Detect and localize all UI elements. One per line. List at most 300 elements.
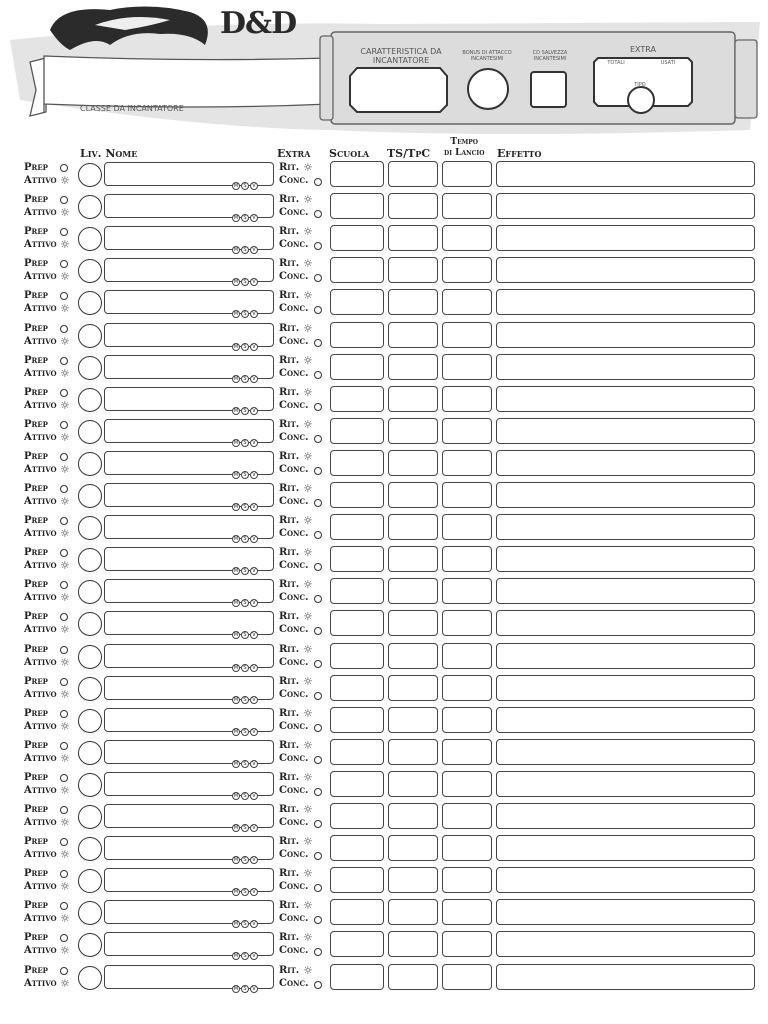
casting-time-field[interactable] xyxy=(442,643,492,669)
component-material-checkbox[interactable]: M xyxy=(233,215,239,222)
component-somatic-checkbox[interactable]: S xyxy=(241,567,249,575)
component-verbal-checkbox[interactable]: V xyxy=(250,696,258,704)
effect-field[interactable] xyxy=(496,322,755,348)
save-attack-field[interactable] xyxy=(388,546,438,572)
component-material-checkbox[interactable]: M xyxy=(233,504,239,510)
active-sun-checkbox-icon[interactable]: ☼ xyxy=(60,816,70,829)
ritual-sun-checkbox-icon[interactable]: ☼ xyxy=(303,610,313,624)
spell-level-field[interactable] xyxy=(78,420,102,444)
concentration-checkbox[interactable] xyxy=(314,595,322,603)
active-sun-checkbox-icon[interactable]: ☼ xyxy=(60,719,70,733)
effect-field[interactable] xyxy=(496,257,755,283)
active-sun-checkbox-icon[interactable]: ☼ xyxy=(60,591,70,605)
component-material-checkbox[interactable]: M xyxy=(233,183,239,189)
spell-level-field[interactable] xyxy=(78,677,102,701)
concentration-checkbox[interactable] xyxy=(314,210,322,218)
concentration-checkbox[interactable] xyxy=(314,242,322,250)
save-attack-field[interactable] xyxy=(388,771,438,797)
component-somatic-checkbox[interactable]: S xyxy=(241,856,249,864)
component-verbal-checkbox[interactable]: V xyxy=(250,182,258,190)
concentration-checkbox[interactable] xyxy=(314,852,322,860)
concentration-checkbox[interactable] xyxy=(314,981,322,989)
component-verbal-checkbox[interactable]: V xyxy=(250,567,258,575)
component-verbal-checkbox[interactable]: V xyxy=(250,599,258,607)
effect-field[interactable] xyxy=(496,546,755,572)
concentration-checkbox[interactable] xyxy=(314,627,322,635)
component-verbal-checkbox[interactable]: V xyxy=(250,952,258,960)
component-material-checkbox[interactable]: M xyxy=(233,279,239,286)
active-sun-checkbox-icon[interactable]: ☼ xyxy=(60,302,70,316)
save-attack-field[interactable] xyxy=(388,450,438,476)
concentration-checkbox[interactable] xyxy=(314,788,322,796)
active-sun-checkbox-icon[interactable]: ☼ xyxy=(60,783,70,797)
effect-field[interactable] xyxy=(496,707,755,733)
concentration-checkbox[interactable] xyxy=(314,403,322,411)
active-sun-checkbox-icon[interactable]: ☼ xyxy=(60,880,70,894)
ritual-sun-checkbox-icon[interactable]: ☼ xyxy=(303,289,313,303)
spell-level-field[interactable] xyxy=(78,324,102,348)
casting-time-field[interactable] xyxy=(442,899,492,925)
component-somatic-checkbox[interactable]: S xyxy=(241,503,249,511)
active-sun-checkbox-icon[interactable]: ☼ xyxy=(60,270,70,284)
casting-time-field[interactable] xyxy=(442,418,492,444)
concentration-checkbox[interactable] xyxy=(314,563,322,571)
component-somatic-checkbox[interactable]: S xyxy=(241,664,249,672)
ritual-sun-checkbox-icon[interactable]: ☼ xyxy=(303,578,313,592)
spell-level-field[interactable] xyxy=(78,805,102,829)
save-attack-field[interactable] xyxy=(388,610,438,636)
casting-time-field[interactable] xyxy=(442,771,492,797)
school-field[interactable] xyxy=(330,322,384,348)
component-verbal-checkbox[interactable]: V xyxy=(250,535,258,543)
prep-checkbox[interactable] xyxy=(60,389,68,397)
component-somatic-checkbox[interactable]: S xyxy=(241,952,249,960)
save-attack-field[interactable] xyxy=(388,739,438,765)
ritual-sun-checkbox-icon[interactable]: ☼ xyxy=(303,193,313,207)
ritual-sun-checkbox-icon[interactable]: ☼ xyxy=(303,353,313,367)
effect-field[interactable] xyxy=(496,771,755,797)
prep-checkbox[interactable] xyxy=(60,228,68,236)
component-somatic-checkbox[interactable]: S xyxy=(241,696,249,704)
casting-time-field[interactable] xyxy=(442,931,492,957)
active-sun-checkbox-icon[interactable]: ☼ xyxy=(60,848,70,862)
active-sun-checkbox-icon[interactable]: ☼ xyxy=(60,527,70,541)
component-material-checkbox[interactable]: M xyxy=(233,343,239,350)
ritual-sun-checkbox-icon[interactable]: ☼ xyxy=(303,963,313,977)
ritual-sun-checkbox-icon[interactable]: ☼ xyxy=(303,706,313,720)
school-field[interactable] xyxy=(330,418,384,444)
concentration-checkbox[interactable] xyxy=(314,339,322,347)
effect-field[interactable] xyxy=(496,739,755,765)
prep-checkbox[interactable] xyxy=(60,453,68,461)
save-attack-field[interactable] xyxy=(388,867,438,893)
ritual-sun-checkbox-icon[interactable]: ☼ xyxy=(303,899,313,913)
active-sun-checkbox-icon[interactable]: ☼ xyxy=(60,398,70,412)
prep-checkbox[interactable] xyxy=(60,678,68,686)
concentration-checkbox[interactable] xyxy=(314,916,322,924)
ritual-sun-checkbox-icon[interactable]: ☼ xyxy=(303,674,313,688)
prep-checkbox[interactable] xyxy=(60,870,68,878)
prep-checkbox[interactable] xyxy=(60,774,68,782)
school-field[interactable] xyxy=(330,161,384,187)
component-material-checkbox[interactable]: M xyxy=(233,792,239,799)
save-attack-field[interactable] xyxy=(388,899,438,925)
active-sun-checkbox-icon[interactable]: ☼ xyxy=(60,976,70,990)
casting-time-field[interactable] xyxy=(442,289,492,315)
component-verbal-checkbox[interactable]: V xyxy=(250,214,258,222)
concentration-checkbox[interactable] xyxy=(314,499,322,507)
effect-field[interactable] xyxy=(496,675,755,701)
casting-time-field[interactable] xyxy=(442,546,492,572)
component-somatic-checkbox[interactable]: S xyxy=(241,760,249,768)
effect-field[interactable] xyxy=(496,193,755,219)
component-material-checkbox[interactable]: M xyxy=(233,600,239,607)
save-attack-field[interactable] xyxy=(388,803,438,829)
casting-time-field[interactable] xyxy=(442,193,492,219)
ritual-sun-checkbox-icon[interactable]: ☼ xyxy=(303,738,313,752)
school-field[interactable] xyxy=(330,354,384,380)
component-somatic-checkbox[interactable]: S xyxy=(241,246,249,254)
prep-checkbox[interactable] xyxy=(60,967,68,975)
component-material-checkbox[interactable]: M xyxy=(233,568,239,575)
concentration-checkbox[interactable] xyxy=(314,435,322,443)
concentration-checkbox[interactable] xyxy=(314,306,322,314)
save-attack-field[interactable] xyxy=(388,386,438,412)
ritual-sun-checkbox-icon[interactable]: ☼ xyxy=(303,257,313,271)
casting-time-field[interactable] xyxy=(442,867,492,893)
component-somatic-checkbox[interactable]: S xyxy=(241,278,249,286)
component-material-checkbox[interactable]: M xyxy=(233,825,239,831)
component-material-checkbox[interactable]: M xyxy=(233,407,239,414)
save-attack-field[interactable] xyxy=(388,707,438,733)
save-attack-field[interactable] xyxy=(388,931,438,957)
component-material-checkbox[interactable]: M xyxy=(233,728,239,735)
concentration-checkbox[interactable] xyxy=(314,531,322,539)
save-attack-field[interactable] xyxy=(388,289,438,315)
prep-checkbox[interactable] xyxy=(60,325,68,333)
active-sun-checkbox-icon[interactable]: ☼ xyxy=(60,430,70,444)
effect-field[interactable] xyxy=(496,835,755,861)
school-field[interactable] xyxy=(330,835,384,861)
casting-time-field[interactable] xyxy=(442,257,492,283)
effect-field[interactable] xyxy=(496,867,755,893)
effect-field[interactable] xyxy=(496,450,755,476)
component-somatic-checkbox[interactable]: S xyxy=(241,439,249,447)
component-verbal-checkbox[interactable]: V xyxy=(250,278,258,286)
concentration-checkbox[interactable] xyxy=(314,756,322,764)
casting-time-field[interactable] xyxy=(442,354,492,380)
ritual-sun-checkbox-icon[interactable]: ☼ xyxy=(303,770,313,784)
school-field[interactable] xyxy=(330,289,384,315)
component-material-checkbox[interactable]: M xyxy=(233,311,239,318)
component-verbal-checkbox[interactable]: V xyxy=(250,824,258,832)
component-somatic-checkbox[interactable]: S xyxy=(241,182,249,190)
active-sun-checkbox-icon[interactable]: ☼ xyxy=(60,655,70,669)
component-material-checkbox[interactable]: M xyxy=(233,536,239,543)
school-field[interactable] xyxy=(330,899,384,925)
ritual-sun-checkbox-icon[interactable]: ☼ xyxy=(303,931,313,945)
component-verbal-checkbox[interactable]: V xyxy=(250,439,258,447)
component-material-checkbox[interactable]: M xyxy=(233,664,239,671)
prep-checkbox[interactable] xyxy=(60,164,68,172)
casting-time-field[interactable] xyxy=(442,322,492,348)
concentration-checkbox[interactable] xyxy=(314,884,322,892)
effect-field[interactable] xyxy=(496,161,755,187)
component-somatic-checkbox[interactable]: S xyxy=(241,792,249,800)
component-somatic-checkbox[interactable]: S xyxy=(241,214,249,222)
save-attack-field[interactable] xyxy=(388,835,438,861)
component-somatic-checkbox[interactable]: S xyxy=(241,599,249,607)
component-verbal-checkbox[interactable]: V xyxy=(250,407,258,415)
prep-checkbox[interactable] xyxy=(60,581,68,589)
active-sun-checkbox-icon[interactable]: ☼ xyxy=(60,334,70,348)
effect-field[interactable] xyxy=(496,964,755,990)
effect-field[interactable] xyxy=(496,354,755,380)
concentration-checkbox[interactable] xyxy=(314,371,322,379)
active-sun-checkbox-icon[interactable]: ☼ xyxy=(60,944,70,958)
component-verbal-checkbox[interactable]: V xyxy=(250,310,258,318)
casting-time-field[interactable] xyxy=(442,803,492,829)
spell-level-field[interactable] xyxy=(78,612,102,636)
prep-checkbox[interactable] xyxy=(60,485,68,493)
casting-time-field[interactable] xyxy=(442,482,492,508)
concentration-checkbox[interactable] xyxy=(314,178,322,186)
component-verbal-checkbox[interactable]: V xyxy=(250,375,258,383)
prep-checkbox[interactable] xyxy=(60,421,68,429)
school-field[interactable] xyxy=(330,257,384,283)
active-sun-checkbox-icon[interactable]: ☼ xyxy=(60,912,70,926)
component-material-checkbox[interactable]: M xyxy=(233,471,239,478)
school-field[interactable] xyxy=(330,803,384,829)
concentration-checkbox[interactable] xyxy=(314,274,322,282)
active-sun-checkbox-icon[interactable]: ☼ xyxy=(60,623,70,637)
component-somatic-checkbox[interactable]: S xyxy=(241,985,249,993)
ritual-sun-checkbox-icon[interactable]: ☼ xyxy=(303,867,313,881)
concentration-checkbox[interactable] xyxy=(314,692,322,700)
effect-field[interactable] xyxy=(496,482,755,508)
prep-checkbox[interactable] xyxy=(60,646,68,654)
casting-time-field[interactable] xyxy=(442,450,492,476)
school-field[interactable] xyxy=(330,610,384,636)
school-field[interactable] xyxy=(330,514,384,540)
effect-field[interactable] xyxy=(496,386,755,412)
prep-checkbox[interactable] xyxy=(60,613,68,621)
ritual-sun-checkbox-icon[interactable]: ☼ xyxy=(303,803,313,816)
casting-time-field[interactable] xyxy=(442,707,492,733)
component-material-checkbox[interactable]: M xyxy=(233,889,239,896)
school-field[interactable] xyxy=(330,225,384,251)
save-attack-field[interactable] xyxy=(388,578,438,604)
effect-field[interactable] xyxy=(496,803,755,829)
casting-time-field[interactable] xyxy=(442,225,492,251)
prep-checkbox[interactable] xyxy=(60,357,68,365)
prep-checkbox[interactable] xyxy=(60,742,68,750)
school-field[interactable] xyxy=(330,867,384,893)
active-sun-checkbox-icon[interactable]: ☼ xyxy=(60,462,70,476)
component-material-checkbox[interactable]: M xyxy=(233,921,239,928)
effect-field[interactable] xyxy=(496,225,755,251)
component-material-checkbox[interactable]: M xyxy=(233,696,239,703)
casting-time-field[interactable] xyxy=(442,578,492,604)
spell-level-field[interactable] xyxy=(78,163,102,187)
prep-checkbox[interactable] xyxy=(60,260,68,268)
prep-checkbox[interactable] xyxy=(60,934,68,942)
active-sun-checkbox-icon[interactable]: ☼ xyxy=(60,751,70,765)
save-attack-field[interactable] xyxy=(388,675,438,701)
component-verbal-checkbox[interactable]: V xyxy=(250,760,258,768)
component-somatic-checkbox[interactable]: S xyxy=(241,824,249,832)
active-sun-checkbox-icon[interactable]: ☼ xyxy=(60,174,70,187)
spell-level-field[interactable] xyxy=(78,388,102,412)
prep-checkbox[interactable] xyxy=(60,517,68,525)
save-attack-field[interactable] xyxy=(388,161,438,187)
component-material-checkbox[interactable]: M xyxy=(233,439,239,446)
spell-level-field[interactable] xyxy=(78,966,102,990)
ritual-sun-checkbox-icon[interactable]: ☼ xyxy=(303,835,313,849)
spell-level-field[interactable] xyxy=(78,227,102,251)
spell-level-field[interactable] xyxy=(78,741,102,765)
prep-checkbox[interactable] xyxy=(60,838,68,846)
ritual-sun-checkbox-icon[interactable]: ☼ xyxy=(303,642,313,656)
component-somatic-checkbox[interactable]: S xyxy=(241,920,249,928)
prep-checkbox[interactable] xyxy=(60,902,68,910)
save-attack-field[interactable] xyxy=(388,643,438,669)
spell-level-field[interactable] xyxy=(78,901,102,925)
spell-level-field[interactable] xyxy=(78,452,102,476)
component-verbal-checkbox[interactable]: V xyxy=(250,920,258,928)
save-attack-field[interactable] xyxy=(388,418,438,444)
active-sun-checkbox-icon[interactable]: ☼ xyxy=(60,206,70,220)
school-field[interactable] xyxy=(330,193,384,219)
component-verbal-checkbox[interactable]: V xyxy=(250,664,258,672)
concentration-checkbox[interactable] xyxy=(314,820,322,828)
component-material-checkbox[interactable]: M xyxy=(233,632,239,639)
spell-level-field[interactable] xyxy=(78,837,102,861)
ritual-sun-checkbox-icon[interactable]: ☼ xyxy=(303,514,313,528)
save-attack-field[interactable] xyxy=(388,193,438,219)
school-field[interactable] xyxy=(330,707,384,733)
spell-level-field[interactable] xyxy=(78,869,102,893)
save-attack-field[interactable] xyxy=(388,225,438,251)
component-material-checkbox[interactable]: M xyxy=(233,375,239,382)
component-verbal-checkbox[interactable]: V xyxy=(250,792,258,800)
ritual-sun-checkbox-icon[interactable]: ☼ xyxy=(303,417,313,431)
spell-level-field[interactable] xyxy=(78,933,102,957)
component-material-checkbox[interactable]: M xyxy=(233,857,239,864)
component-material-checkbox[interactable]: M xyxy=(233,760,239,767)
component-somatic-checkbox[interactable]: S xyxy=(241,310,249,318)
effect-field[interactable] xyxy=(496,610,755,636)
save-attack-field[interactable] xyxy=(388,482,438,508)
active-sun-checkbox-icon[interactable]: ☼ xyxy=(60,238,70,252)
component-material-checkbox[interactable]: M xyxy=(233,953,239,960)
school-field[interactable] xyxy=(330,964,384,990)
spell-level-field[interactable] xyxy=(78,356,102,380)
effect-field[interactable] xyxy=(496,514,755,540)
school-field[interactable] xyxy=(330,386,384,412)
spell-level-field[interactable] xyxy=(78,195,102,219)
casting-time-field[interactable] xyxy=(442,386,492,412)
component-verbal-checkbox[interactable]: V xyxy=(250,246,258,254)
school-field[interactable] xyxy=(330,450,384,476)
save-attack-field[interactable] xyxy=(388,257,438,283)
spell-level-field[interactable] xyxy=(78,773,102,797)
component-somatic-checkbox[interactable]: S xyxy=(241,343,249,351)
spell-level-field[interactable] xyxy=(78,291,102,315)
school-field[interactable] xyxy=(330,771,384,797)
component-somatic-checkbox[interactable]: S xyxy=(241,407,249,415)
effect-field[interactable] xyxy=(496,578,755,604)
ritual-sun-checkbox-icon[interactable]: ☼ xyxy=(303,225,313,239)
spell-level-field[interactable] xyxy=(78,259,102,283)
component-verbal-checkbox[interactable]: V xyxy=(250,343,258,351)
casting-time-field[interactable] xyxy=(442,610,492,636)
active-sun-checkbox-icon[interactable]: ☼ xyxy=(60,495,70,508)
school-field[interactable] xyxy=(330,578,384,604)
spell-level-field[interactable] xyxy=(78,548,102,572)
effect-field[interactable] xyxy=(496,289,755,315)
concentration-checkbox[interactable] xyxy=(314,948,322,956)
prep-checkbox[interactable] xyxy=(60,806,68,814)
school-field[interactable] xyxy=(330,482,384,508)
concentration-checkbox[interactable] xyxy=(314,467,322,475)
save-attack-field[interactable] xyxy=(388,964,438,990)
ritual-sun-checkbox-icon[interactable]: ☼ xyxy=(303,161,313,174)
component-somatic-checkbox[interactable]: S xyxy=(241,471,249,479)
component-verbal-checkbox[interactable]: V xyxy=(250,503,258,511)
ritual-sun-checkbox-icon[interactable]: ☼ xyxy=(303,546,313,560)
ritual-sun-checkbox-icon[interactable]: ☼ xyxy=(303,385,313,399)
component-somatic-checkbox[interactable]: S xyxy=(241,375,249,383)
effect-field[interactable] xyxy=(496,931,755,957)
component-verbal-checkbox[interactable]: V xyxy=(250,631,258,639)
spell-level-field[interactable] xyxy=(78,484,102,508)
casting-time-field[interactable] xyxy=(442,835,492,861)
effect-field[interactable] xyxy=(496,643,755,669)
active-sun-checkbox-icon[interactable]: ☼ xyxy=(60,366,70,380)
school-field[interactable] xyxy=(330,675,384,701)
prep-checkbox[interactable] xyxy=(60,196,68,204)
component-somatic-checkbox[interactable]: S xyxy=(241,888,249,896)
component-verbal-checkbox[interactable]: V xyxy=(250,985,258,993)
ritual-sun-checkbox-icon[interactable]: ☼ xyxy=(303,321,313,335)
casting-time-field[interactable] xyxy=(442,514,492,540)
save-attack-field[interactable] xyxy=(388,322,438,348)
effect-field[interactable] xyxy=(496,418,755,444)
save-attack-field[interactable] xyxy=(388,514,438,540)
casting-time-field[interactable] xyxy=(442,675,492,701)
component-verbal-checkbox[interactable]: V xyxy=(250,888,258,896)
active-sun-checkbox-icon[interactable]: ☼ xyxy=(60,687,70,701)
spell-level-field[interactable] xyxy=(78,645,102,669)
prep-checkbox[interactable] xyxy=(60,710,68,718)
school-field[interactable] xyxy=(330,739,384,765)
component-somatic-checkbox[interactable]: S xyxy=(241,535,249,543)
component-somatic-checkbox[interactable]: S xyxy=(241,728,249,736)
casting-time-field[interactable] xyxy=(442,739,492,765)
component-material-checkbox[interactable]: M xyxy=(233,985,239,992)
component-verbal-checkbox[interactable]: V xyxy=(250,471,258,479)
ritual-sun-checkbox-icon[interactable]: ☼ xyxy=(303,449,313,463)
spell-level-field[interactable] xyxy=(78,580,102,604)
ritual-sun-checkbox-icon[interactable]: ☼ xyxy=(303,482,313,495)
spell-level-field[interactable] xyxy=(78,709,102,733)
spell-level-field[interactable] xyxy=(78,516,102,540)
school-field[interactable] xyxy=(330,931,384,957)
concentration-checkbox[interactable] xyxy=(314,660,322,668)
save-attack-field[interactable] xyxy=(388,354,438,380)
casting-time-field[interactable] xyxy=(442,964,492,990)
